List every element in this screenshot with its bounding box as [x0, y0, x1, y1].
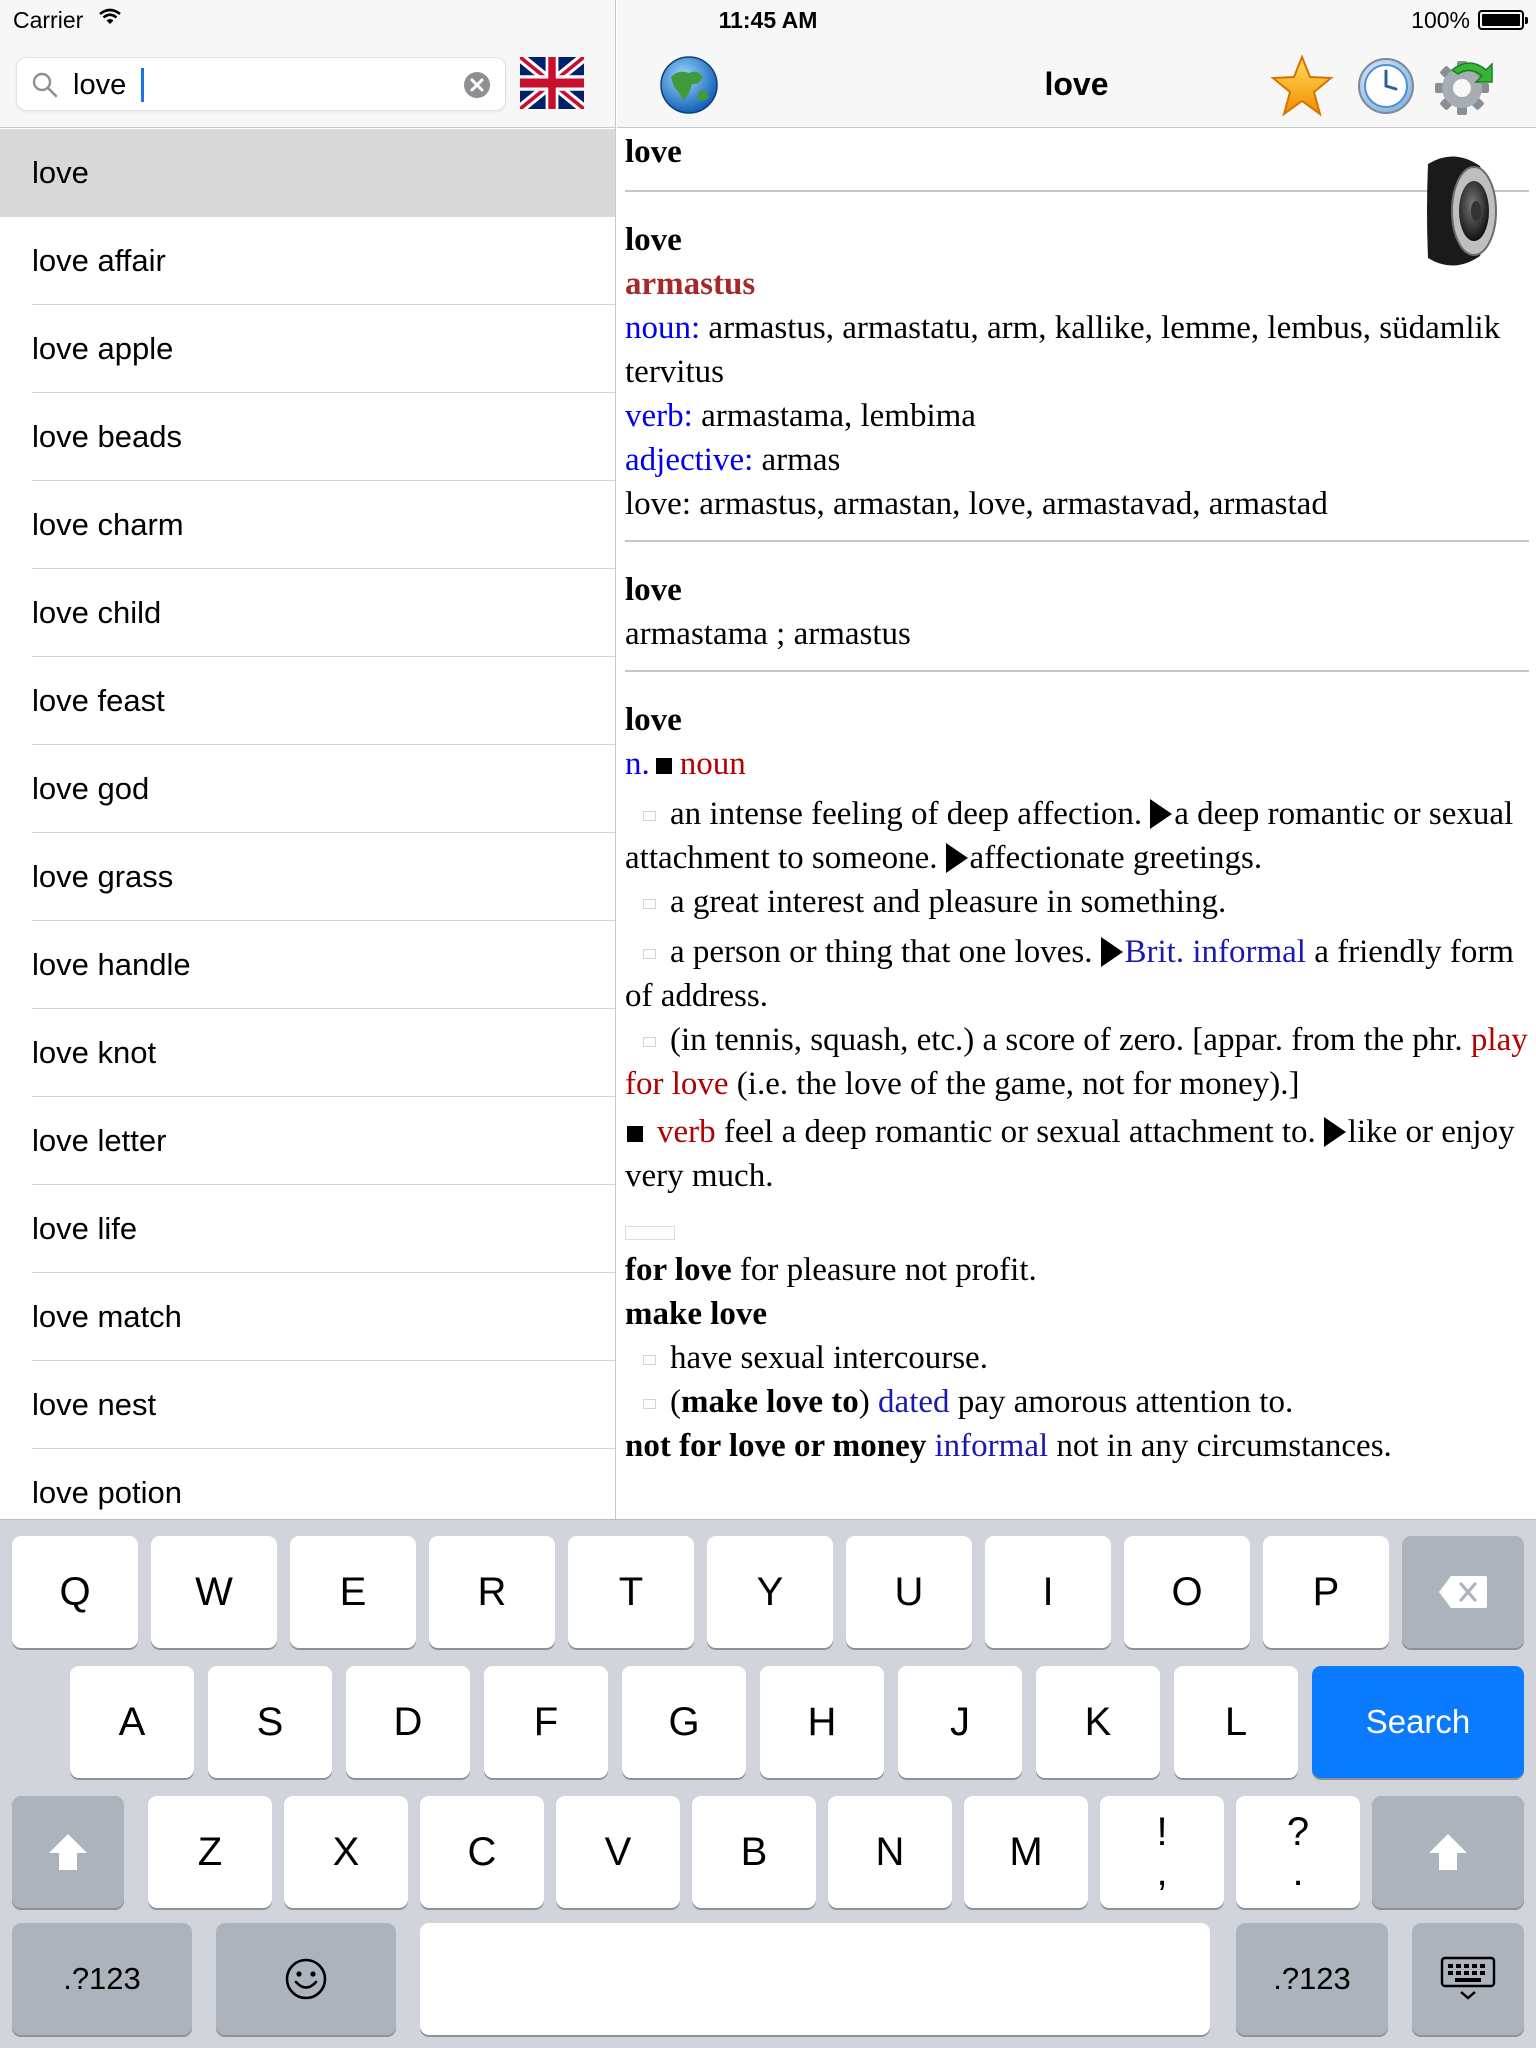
word-list-item[interactable]: love charm: [0, 481, 616, 569]
key-v[interactable]: V: [556, 1796, 680, 1908]
backspace-key[interactable]: [1402, 1536, 1524, 1648]
def-text: a deep romantic or sexual attachment to someone.: [625, 796, 1514, 876]
pos-text: armastus, armastatu, arm, kallike, lemme, lembus, südamlik tervitus: [625, 310, 1501, 390]
search-input[interactable]: [73, 67, 453, 103]
key-m[interactable]: M: [964, 1796, 1088, 1908]
word-list: [0, 129, 616, 1519]
search-icon: [31, 71, 59, 99]
pos-text: armastama, lembima: [692, 398, 976, 434]
speaker-icon[interactable]: [1424, 148, 1498, 274]
key-y[interactable]: Y: [707, 1536, 833, 1648]
translation-line: armastama ; armastus: [625, 616, 911, 652]
forms-line: love: armastus, armastan, love, armastavad, armastad: [625, 486, 1328, 522]
def-text: pay amorous attention to.: [949, 1384, 1294, 1420]
sense-marker: [643, 1355, 656, 1365]
idiom-1: [625, 1248, 1529, 1292]
entry-separator: [625, 190, 1529, 192]
word-list-item[interactable]: love match: [0, 1273, 616, 1361]
carrier-label: Carrier: [13, 7, 84, 33]
pos-text: armas: [753, 442, 841, 478]
settings-sync-icon[interactable]: [1430, 52, 1498, 120]
pos-header: [625, 742, 1529, 786]
key-q[interactable]: Q: [12, 1536, 138, 1648]
entry-headword: love: [625, 134, 682, 170]
word-list-item[interactable]: love knot: [0, 1009, 616, 1097]
key-x[interactable]: X: [284, 1796, 408, 1908]
clear-icon[interactable]: [463, 71, 491, 99]
keyboard: [0, 1519, 1536, 2048]
key-e[interactable]: E: [290, 1536, 416, 1648]
sense-marker: [643, 811, 656, 821]
def-text: an intense feeling of deep affection.: [670, 796, 1143, 832]
paren: ): [858, 1384, 870, 1420]
pos-label: adjective:: [625, 442, 754, 478]
shift-icon: [1426, 1831, 1470, 1873]
paren: (: [670, 1384, 681, 1420]
emoji-icon: [284, 1957, 328, 2001]
word-list-item[interactable]: love grass: [0, 833, 616, 921]
key-g[interactable]: G: [622, 1666, 746, 1778]
key-d[interactable]: D: [346, 1666, 470, 1778]
key-r[interactable]: R: [429, 1536, 555, 1648]
pos-line-verb: [625, 394, 1529, 438]
idiom-head: make love: [625, 1296, 768, 1332]
definition-2: [625, 880, 1529, 924]
usage-label: dated: [878, 1384, 950, 1420]
idiom-2b-def: [625, 1380, 1529, 1424]
idiom-head: make love to: [681, 1384, 859, 1420]
search-key[interactable]: Search: [1312, 1666, 1524, 1778]
key-t[interactable]: T: [568, 1536, 694, 1648]
def-text: have sexual intercourse.: [670, 1340, 988, 1376]
uk-flag-icon[interactable]: [520, 57, 584, 109]
key-h[interactable]: H: [760, 1666, 884, 1778]
key-z[interactable]: Z: [148, 1796, 272, 1908]
hide-keyboard-key[interactable]: [1412, 1923, 1524, 2035]
key-n[interactable]: N: [828, 1796, 952, 1908]
word-list-item[interactable]: love child: [0, 569, 616, 657]
key-p[interactable]: P: [1263, 1536, 1389, 1648]
emoji-key[interactable]: [216, 1923, 396, 2035]
idiom-head: for love: [625, 1252, 732, 1288]
word-list-item[interactable]: love letter: [0, 1097, 616, 1185]
entry-headword: love: [625, 702, 682, 738]
pos-line-noun: [625, 306, 1529, 394]
word-list-item[interactable]: love nest: [0, 1361, 616, 1449]
pos-abbr: n.: [625, 746, 650, 782]
bullet-square: [627, 1126, 643, 1142]
word-list-item[interactable]: love: [0, 129, 616, 217]
space-key[interactable]: [420, 1923, 1210, 2035]
shift-key-left[interactable]: [12, 1796, 124, 1908]
key-f[interactable]: F: [484, 1666, 608, 1778]
key-a[interactable]: A: [70, 1666, 194, 1778]
key-s[interactable]: S: [208, 1666, 332, 1778]
def-text: a person or thing that one loves.: [670, 934, 1093, 970]
idiom-2-def: [625, 1336, 1529, 1380]
text-cursor: [141, 68, 144, 102]
pos-verb: verb: [657, 1114, 716, 1150]
usage-label: Brit. informal: [1124, 934, 1306, 970]
word-list-item[interactable]: love beads: [0, 393, 616, 481]
definition-4: [625, 1018, 1529, 1106]
sidebar: [0, 0, 616, 1519]
arrow-marker: [1101, 937, 1123, 967]
key-w[interactable]: W: [151, 1536, 277, 1648]
def-text: like or enjoy very much.: [625, 1114, 1515, 1194]
sense-marker: [643, 1037, 656, 1047]
translation: armastus: [625, 266, 756, 302]
key-top: !: [1156, 1810, 1168, 1854]
pos-label: noun:: [625, 310, 701, 346]
hide-keyboard-icon: [1439, 1956, 1497, 2002]
def-text: feel a deep romantic or sexual attachment to.: [715, 1114, 1316, 1150]
key-question-period[interactable]: [1236, 1796, 1360, 1908]
key-l[interactable]: L: [1174, 1666, 1298, 1778]
word-list-item[interactable]: love feast: [0, 657, 616, 745]
word-list-item[interactable]: love god: [0, 745, 616, 833]
shift-icon: [46, 1831, 90, 1873]
word-list-item[interactable]: love affair: [0, 217, 616, 305]
numbers-key-left[interactable]: .?123: [12, 1923, 192, 2035]
arrow-marker: [1324, 1117, 1346, 1147]
def-text: not in any circumstances.: [1048, 1428, 1392, 1464]
battery-icon: [1478, 10, 1524, 30]
word-list-item[interactable]: love handle: [0, 921, 616, 1009]
key-top: ?: [1286, 1810, 1310, 1854]
definition-3: [625, 930, 1529, 1018]
entry-separator: [625, 670, 1529, 672]
usage-label: informal: [934, 1428, 1049, 1464]
def-text: a great interest and pleasure in something.: [670, 884, 1227, 920]
nav-title: love: [1044, 66, 1109, 102]
key-u[interactable]: U: [846, 1536, 972, 1648]
idiom-head: not for love or money: [625, 1428, 927, 1464]
key-j[interactable]: J: [898, 1666, 1022, 1778]
def-text: a friendly form of address.: [625, 934, 1514, 1014]
backspace-icon: [1437, 1574, 1489, 1610]
definition-1: [625, 792, 1529, 880]
key-bottom: ,: [1156, 1850, 1168, 1894]
arrow-marker: [1150, 799, 1172, 829]
pos-label: verb:: [625, 398, 693, 434]
key-o[interactable]: O: [1124, 1536, 1250, 1648]
word-list-item[interactable]: love potion: [0, 1449, 616, 1519]
entry-headword: love: [625, 222, 682, 258]
sense-marker: [643, 949, 656, 959]
entry-separator: [625, 540, 1529, 542]
key-b[interactable]: B: [692, 1796, 816, 1908]
empty-box: [625, 1226, 675, 1240]
word-list-item[interactable]: love life: [0, 1185, 616, 1273]
arrow-marker: [946, 843, 968, 873]
entry-headword: love: [625, 572, 682, 608]
key-i[interactable]: I: [985, 1536, 1111, 1648]
star-icon[interactable]: [1269, 54, 1335, 118]
bullet-square: [656, 758, 672, 774]
def-text: (in tennis, squash, etc.) a score of zero. [appar. from the phr.: [670, 1022, 1471, 1058]
pos-line-adjective: [625, 438, 1529, 482]
def-text: for pleasure not profit.: [731, 1252, 1037, 1288]
key-k[interactable]: K: [1036, 1666, 1160, 1778]
sense-marker: [643, 1399, 656, 1409]
battery-percent: 100%: [1411, 7, 1470, 33]
key-bottom: .: [1292, 1850, 1304, 1894]
verb-definition: [625, 1110, 1529, 1198]
def-text: affectionate greetings.: [969, 840, 1263, 876]
main-pane: [617, 0, 1536, 1519]
key-exclamation-comma[interactable]: [1100, 1796, 1224, 1908]
numbers-key-right[interactable]: .?123: [1236, 1923, 1388, 2035]
def-text: (i.e. the love of the game, not for money).]: [728, 1066, 1300, 1102]
status-bar: [0, 0, 1536, 40]
sense-marker: [643, 899, 656, 909]
search-box[interactable]: [16, 57, 506, 111]
word-list-item[interactable]: love apple: [0, 305, 616, 393]
key-c[interactable]: C: [420, 1796, 544, 1908]
clock: 11:45 AM: [718, 7, 818, 33]
shift-key-right[interactable]: [1372, 1796, 1524, 1908]
phrase-link[interactable]: play for love: [625, 1022, 1528, 1102]
pos-noun: noun: [679, 746, 746, 782]
clock-icon[interactable]: [1356, 56, 1416, 116]
idiom-3: [625, 1424, 1529, 1468]
dictionary-entry: [625, 130, 1529, 1468]
